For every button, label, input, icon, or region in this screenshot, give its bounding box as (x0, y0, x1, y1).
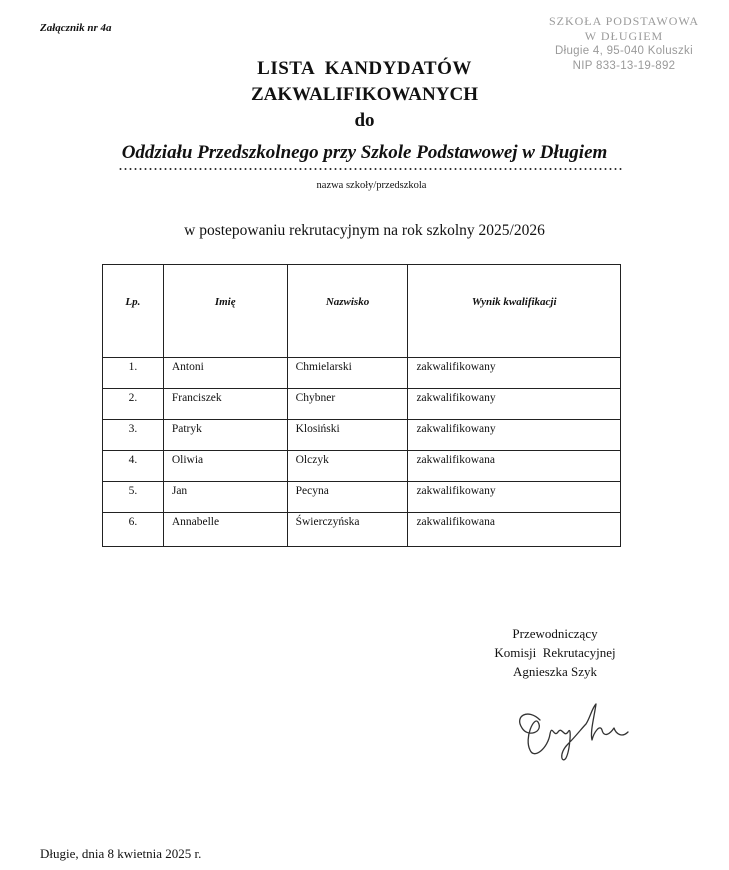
stamp-line-2: W DŁUGIEM (584, 29, 664, 43)
school-name: Oddziału Przedszkolnego przy Szkole Podstawowej w Długiem (121, 142, 608, 163)
table-row (103, 451, 621, 482)
cell-result: zakwalifikowany (408, 482, 621, 513)
title-line-3: do (354, 110, 375, 131)
commission-name: Komisji Rekrutacyjnej (494, 645, 616, 660)
cell-first-name: Patryk (163, 420, 287, 451)
cell-lp: 4. (103, 451, 164, 482)
stamp-line-4: NIP 833-13-19-892 (572, 60, 676, 72)
header-first-name: Imię (163, 265, 287, 358)
title-line-1: LISTA KANDYDATÓW (257, 58, 472, 79)
cell-lp: 2. (103, 389, 164, 420)
header-lp: Lp. (103, 265, 164, 358)
cell-last-name: Olczyk (287, 451, 408, 482)
cell-lp: 1. (103, 358, 164, 389)
cell-last-name: Pecyna (287, 482, 408, 513)
cell-result: zakwalifikowana (408, 513, 621, 547)
dotted-line (118, 166, 623, 172)
cell-result: zakwalifikowana (408, 451, 621, 482)
table-row (103, 358, 621, 389)
table-header-row (103, 265, 621, 358)
cell-first-name: Antoni (163, 358, 287, 389)
header-result: Wynik kwalifikacji (408, 265, 621, 358)
cell-lp: 3. (103, 420, 164, 451)
chair-title: Przewodniczący (512, 626, 598, 641)
document-title (0, 56, 729, 164)
cell-last-name: Chmielarski (287, 358, 408, 389)
table-row (103, 482, 621, 513)
cell-result: zakwalifikowany (408, 420, 621, 451)
place-and-date: Długie, dnia 8 kwietnia 2025 r. (40, 846, 202, 861)
cell-first-name: Annabelle (163, 513, 287, 547)
candidates-table (102, 264, 621, 547)
cell-result: zakwalifikowany (408, 358, 621, 389)
table-row (103, 420, 621, 451)
stamp-line-3: Długie 4, 95-040 Koluszki (555, 45, 693, 57)
recruitment-year-subtitle: w postepowaniu rekrutacyjnym na rok szkolny 2025/2026 (184, 222, 545, 239)
chair-name: Agnieszka Szyk (512, 664, 598, 679)
annex-label: Załącznik nr 4a (40, 22, 112, 34)
stamp-line-1: SZKOŁA PODSTAWOWA (548, 14, 700, 28)
cell-last-name: Chybner (287, 389, 408, 420)
school-name-caption: nazwa szkoły/przedszkola (316, 180, 427, 191)
cell-lp: 5. (103, 482, 164, 513)
cell-lp: 6. (103, 513, 164, 547)
title-line-2: ZAKWALIFIKOWANYCH (251, 84, 478, 105)
cell-result: zakwalifikowany (408, 389, 621, 420)
cell-first-name: Jan (163, 482, 287, 513)
cell-last-name: Świerczyńska (287, 513, 408, 547)
cell-first-name: Franciszek (163, 389, 287, 420)
commission-chair (455, 624, 655, 681)
table-row (103, 513, 621, 547)
cell-first-name: Oliwia (163, 451, 287, 482)
header-last-name: Nazwisko (287, 265, 408, 358)
cell-last-name: Klosiński (287, 420, 408, 451)
handwritten-signature (510, 698, 640, 768)
table-row (103, 389, 621, 420)
